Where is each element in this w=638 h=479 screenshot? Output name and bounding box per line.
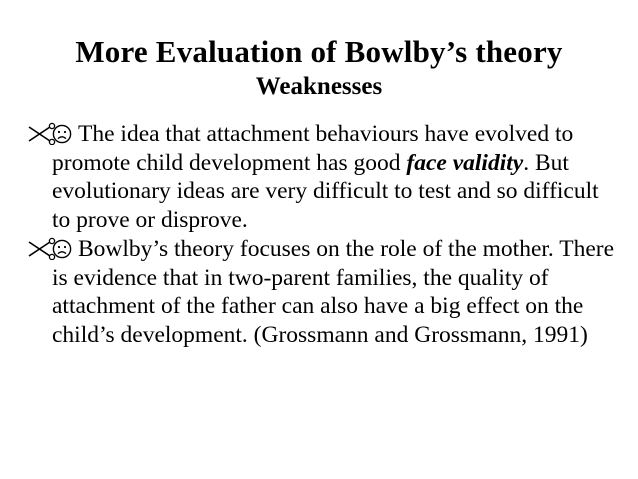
- bullet-text-part: The idea that attachment behaviours have evolved to promote child development has good: [52, 121, 574, 176]
- slide-subtitle: Weaknesses: [255, 73, 383, 100]
- scissors-icon: [28, 236, 56, 260]
- scissors-icon: [28, 121, 56, 145]
- bullet-item-2: [28, 235, 618, 349]
- bullet-text: [52, 236, 614, 348]
- bullet-item-1: [28, 120, 618, 234]
- bullet-text: [52, 121, 599, 233]
- slide-title: More Evaluation of Bowlby’s theory: [75, 34, 563, 69]
- bullet-text-part: Bowlby’s theory focuses on the role of the mother. There is evidence that in two-parent families, the quality of attachment of the father can also have a big effect on the child’s development. (Grossmann and Grossmann, 1991): [52, 236, 615, 348]
- emphasis-face-validity: face validity: [406, 149, 524, 176]
- bullet-text-part: . But evolutionary ideas are very difficult to test and so difficult to prove or disprove.: [52, 149, 599, 233]
- bullet-list: [28, 120, 618, 349]
